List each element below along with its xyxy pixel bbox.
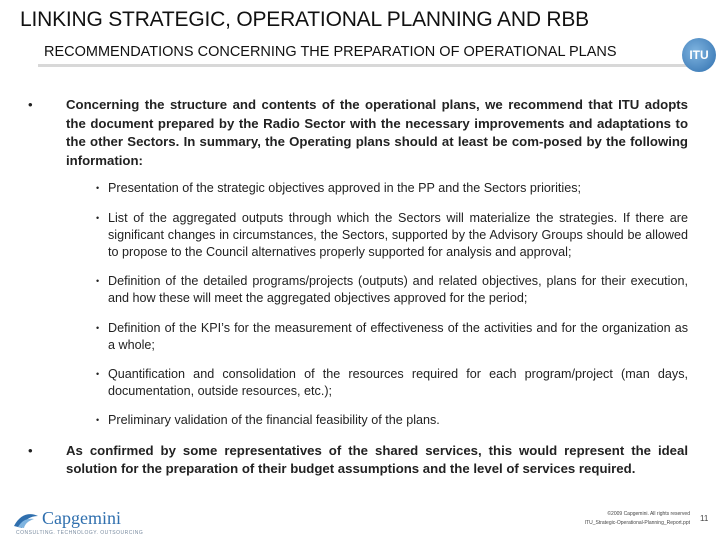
list-item (28, 366, 688, 400)
list-item-text: Definition of the detailed programs/projects (outputs) and related objectives, plans for their execution, and how these will meet the aggregated objectives approved for the period; (108, 274, 688, 306)
copyright-notice (540, 510, 690, 528)
file-name-line: ITU_Strategic-Operational-Planning_Report.ppt (584, 520, 690, 526)
copyright-line: ©2009 Capgemini. All rights reserved (607, 511, 690, 517)
list-item (28, 320, 688, 354)
bullet-icon: • (28, 442, 33, 458)
sub-bullet-icon: • (96, 415, 100, 426)
list-item (28, 180, 688, 197)
closing-bullet (28, 442, 688, 479)
list-item (28, 273, 688, 307)
slide-body (28, 96, 688, 479)
sub-bullet-icon: • (96, 183, 100, 194)
intro-text: Concerning the structure and contents of the operational plans, we recommend that ITU adopts the document prepared by the Radio Sector with the necessary improvements and adaptations to the other Sectors. In summary, the Operating plans should at least be com-posed by the following information: (66, 97, 688, 168)
page-number: 11 (700, 514, 709, 523)
bullet-icon: • (28, 97, 33, 112)
page-title: LINKING STRATEGIC, OPERATIONAL PLANNING AND RBB (20, 8, 589, 31)
sub-bullet-icon: • (96, 212, 100, 223)
list-item-text: Quantification and consolidation of the resources required for each program/project (man days, documentation, outside resources, etc.); (108, 367, 688, 399)
capgemini-tagline: CONSULTING. TECHNOLOGY. OUTSOURCING (16, 530, 144, 536)
list-item-text: List of the aggregated outputs through which the Sectors will materialize the strategies. If there are significant changes in circumstances, the Sectors, supported by the Advisory Groups should be allowed to propose to the Council alternatives properly supported for analysis and approval; (108, 210, 688, 259)
list-item-text: Preliminary validation of the financial feasibility of the plans. (108, 413, 440, 428)
itu-logo: ITU (682, 38, 716, 72)
sub-bullet-list (28, 180, 688, 429)
closing-text: As confirmed by some representatives of the shared services, this would represent the ideal solution for the preparation of their budget assumptions and the level of services required. (66, 442, 688, 477)
intro-bullet (28, 96, 688, 170)
sub-bullet-icon: • (96, 276, 100, 287)
sub-bullet-icon: • (96, 369, 100, 379)
capgemini-logo (10, 508, 144, 536)
capgemini-spade-icon (12, 510, 40, 530)
list-item-text: Definition of the KPI’s for the measurement of effectiveness of the activities and for the organization as a whole; (108, 320, 688, 352)
list-item-text: Presentation of the strategic objectives approved in the PP and the Sectors priorities; (108, 181, 582, 196)
list-item (28, 412, 688, 429)
capgemini-brand: Capgemini (42, 508, 121, 528)
title-divider (38, 64, 692, 67)
list-item (28, 210, 688, 262)
page-subtitle: RECOMMENDATIONS CONCERNING THE PREPARATION OF OPERATIONAL PLANS (44, 44, 617, 60)
sub-bullet-icon: • (96, 322, 100, 333)
